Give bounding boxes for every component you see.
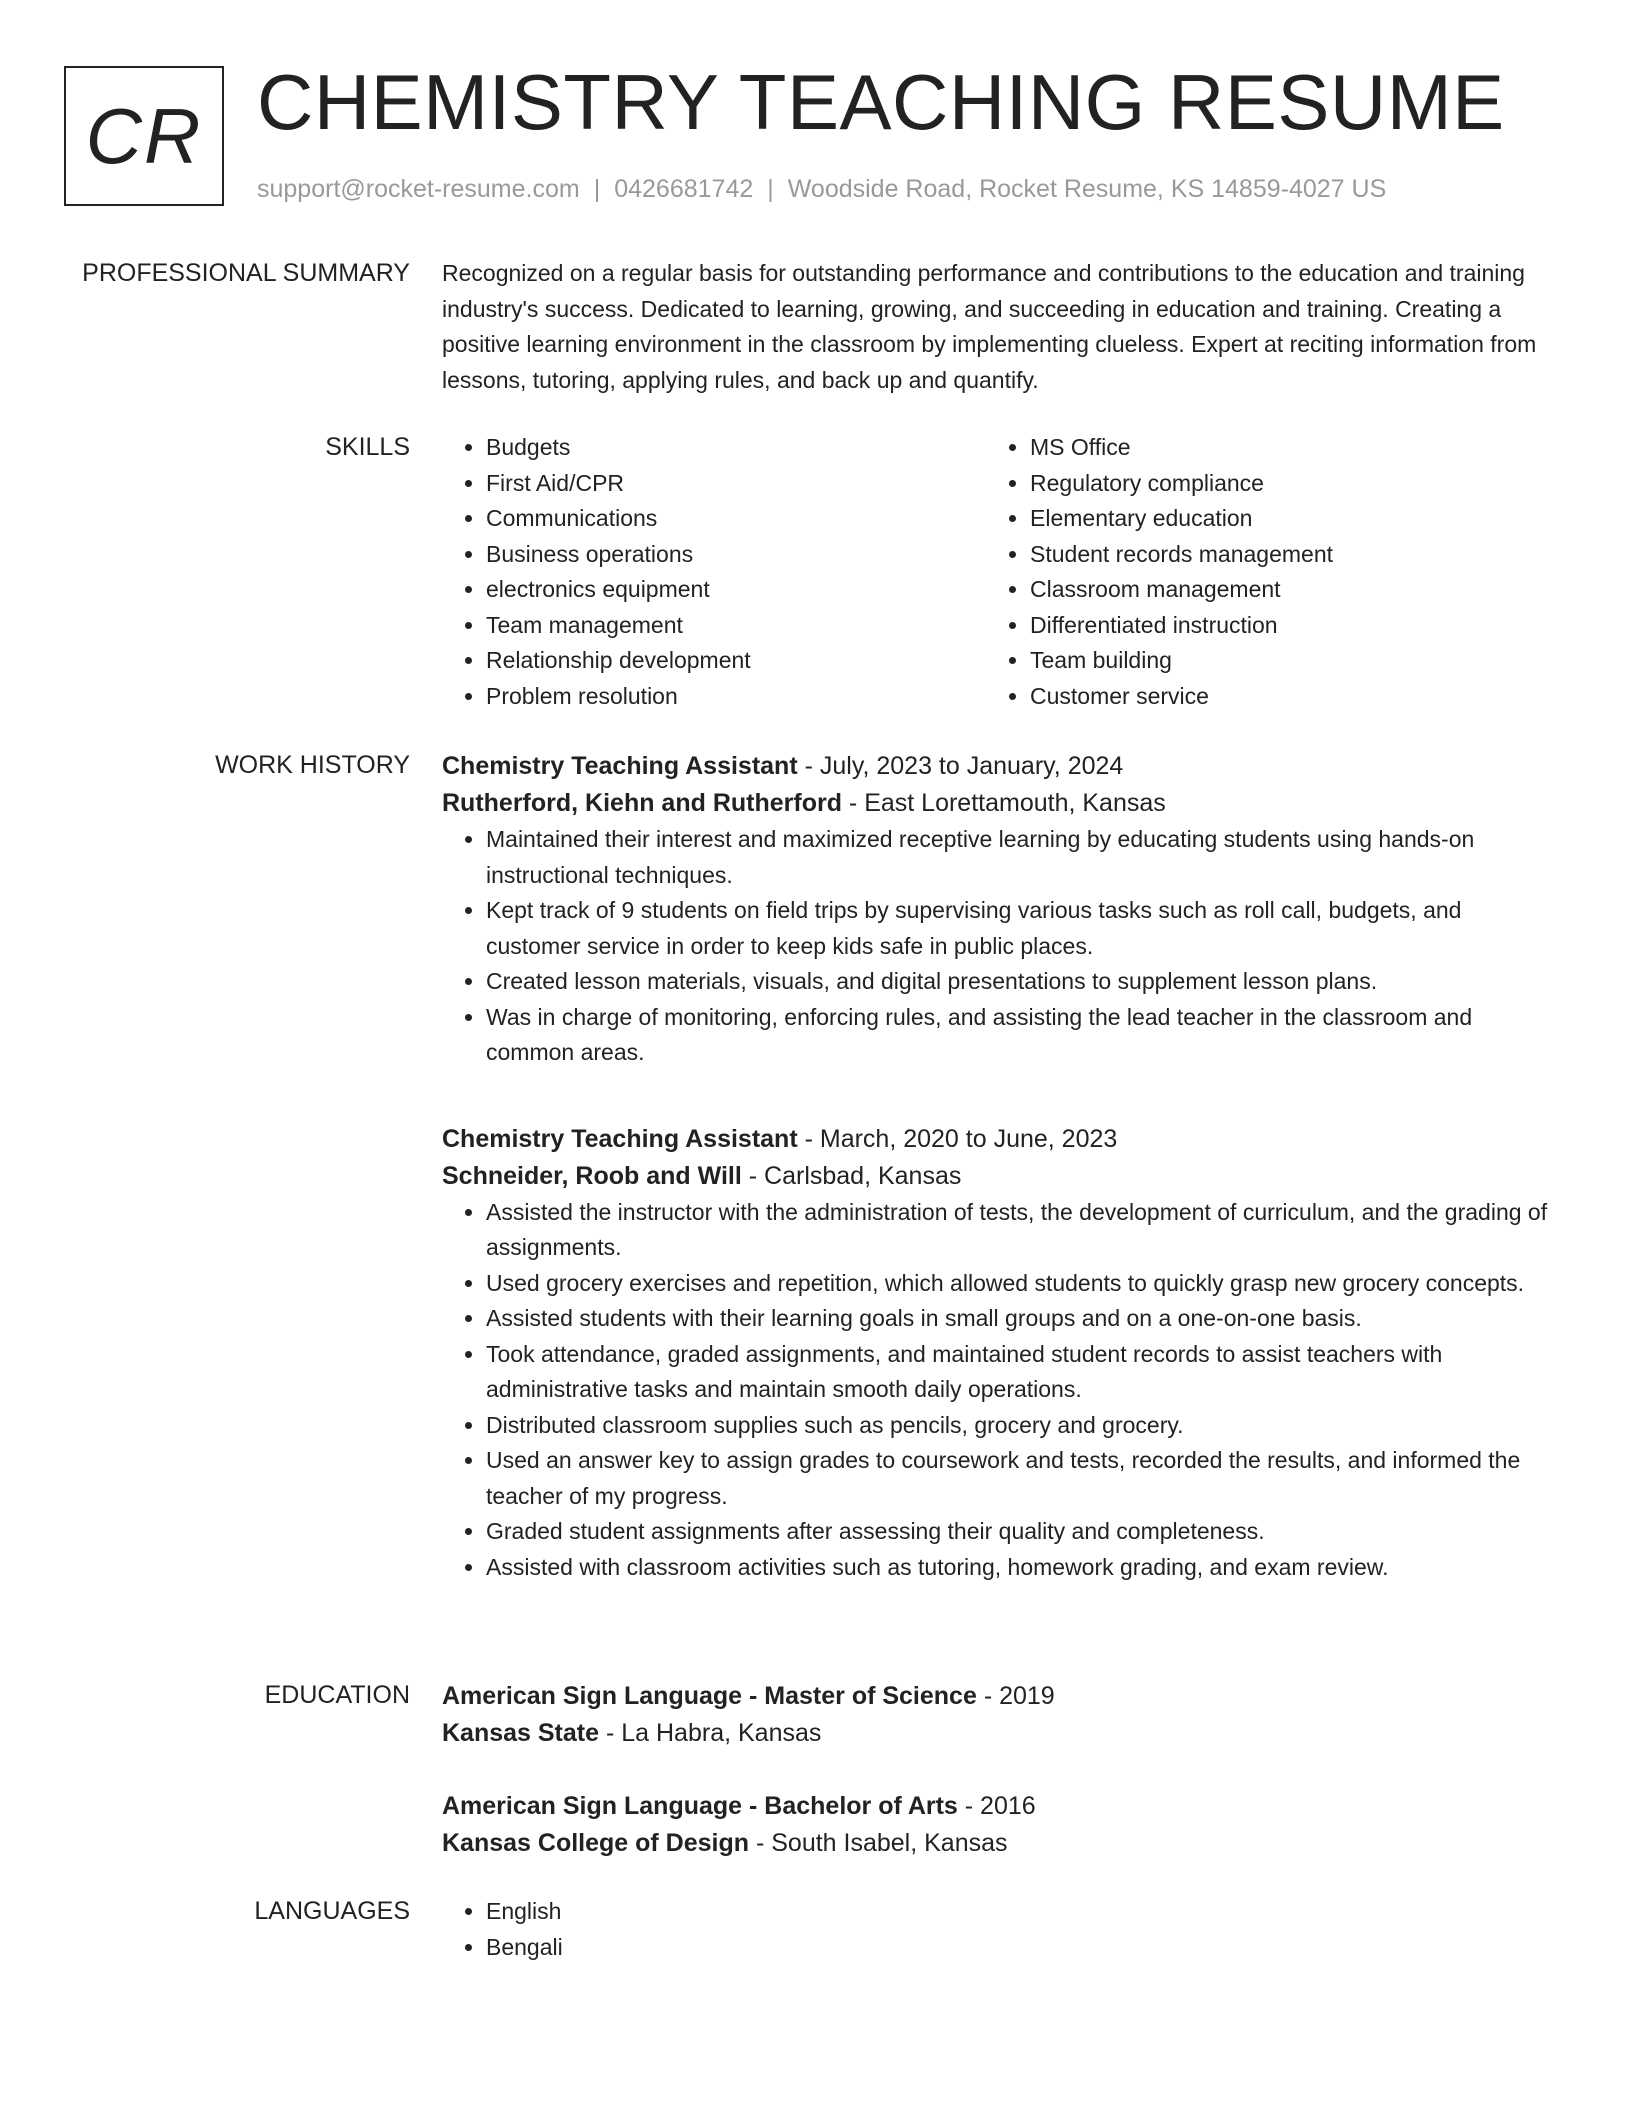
- job-duty: • Created lesson materials, visuals, and digital presentations to supplement lesson plans.: [486, 964, 1550, 1000]
- contact-separator: |: [767, 175, 774, 203]
- skills-heading: SKILLS: [325, 433, 410, 461]
- job-duty: • Used an answer key to assign grades to coursework and tests, recorded the results, and informed the teacher of my progress.: [486, 1443, 1550, 1514]
- education-body: [442, 1678, 1550, 1862]
- languages-body: [442, 1894, 1550, 1965]
- job-title: Chemistry Teaching Assistant: [442, 1124, 798, 1153]
- job-company: Rutherford, Kiehn and Rutherford: [442, 789, 842, 817]
- contact-email[interactable]: support@rocket-resume.com: [257, 175, 580, 203]
- job-dates: - July, 2023 to January, 2024: [797, 752, 1124, 780]
- education-school-line: [442, 1715, 1550, 1752]
- skills-column-left: [442, 430, 986, 714]
- language-item: • Bengali: [486, 1930, 1550, 1966]
- skills-list-right: [986, 430, 1530, 714]
- job-duty: • Assisted with classroom activities such as tutoring, homework grading, and exam review.: [486, 1550, 1550, 1586]
- summary-text: Recognized on a regular basis for outstanding performance and contributions to the education and training industry's success. Dedicated to learning, growing, and succeeding in education and training. Creating a positive learning environment in the classroom by implementing clueless. Expert at reciting information from lessons, tutoring, applying rules, and back up and quantify.: [442, 260, 1537, 393]
- education-year: - 2016: [957, 1792, 1036, 1820]
- skill-item: • Team management: [486, 608, 986, 644]
- languages-list: [442, 1894, 1550, 1965]
- education-degree: American Sign Language - Master of Science: [442, 1682, 977, 1710]
- education-year: - 2019: [976, 1682, 1055, 1710]
- contact-line: [257, 174, 1386, 204]
- education-entry: [442, 1788, 1550, 1862]
- job-title-line: [442, 748, 1550, 785]
- job-duties-list: [442, 1195, 1550, 1586]
- contact-phone[interactable]: 0426681742: [614, 175, 754, 203]
- skill-item: • First Aid/CPR: [486, 466, 986, 502]
- job-duty: • Maintained their interest and maximized receptive learning by educating students using hands-on instructional techniques.: [486, 822, 1550, 893]
- education-entry: [442, 1678, 1550, 1752]
- skills-columns: [442, 430, 1550, 714]
- job-entry: [442, 1121, 1550, 1586]
- skill-item: • Team building: [1030, 643, 1530, 679]
- summary-heading: PROFESSIONAL SUMMARY: [82, 259, 410, 287]
- job-location: - East Lorettamouth, Kansas: [841, 789, 1166, 817]
- education-degree-line: [442, 1678, 1550, 1715]
- contact-separator: |: [593, 175, 601, 203]
- skills-body: [442, 430, 1550, 714]
- job-duty: • Kept track of 9 students on field trips by supervising various tasks such as roll call, budgets, and customer service in order to keep kids safe in public places.: [486, 893, 1550, 964]
- job-company: Schneider, Roob and Will: [442, 1161, 742, 1190]
- skill-item: • Business operations: [486, 537, 986, 573]
- work-history-heading: WORK HISTORY: [215, 751, 410, 779]
- education-location: - La Habra, Kansas: [599, 1719, 822, 1747]
- job-duty: • Used grocery exercises and repetition, which allowed students to quickly grasp new grocery concepts.: [486, 1266, 1550, 1302]
- summary-body: [442, 256, 1550, 398]
- education-school: Kansas State: [442, 1719, 600, 1747]
- job-company-line: [442, 1158, 1550, 1195]
- job-duty: • Graded student assignments after assessing their quality and completeness.: [486, 1514, 1550, 1550]
- job-duty: • Assisted students with their learning goals in small groups and on a one-on-one basis.: [486, 1301, 1550, 1337]
- education-school-line: [442, 1825, 1550, 1862]
- skill-item: • Communications: [486, 501, 986, 537]
- skill-item: • electronics equipment: [486, 572, 986, 608]
- skill-item: • Student records management: [1030, 537, 1530, 573]
- skill-item: • Budgets: [486, 430, 986, 466]
- job-company-line: [442, 785, 1550, 822]
- skill-item: • Elementary education: [1030, 501, 1530, 537]
- job-dates: - March, 2020 to June, 2023: [797, 1124, 1118, 1153]
- language-item: • English: [486, 1894, 1550, 1930]
- skills-column-right: [986, 430, 1530, 714]
- job-entry: [442, 748, 1550, 1071]
- skill-item: • Relationship development: [486, 643, 986, 679]
- languages-heading: LANGUAGES: [254, 1897, 410, 1925]
- skill-item: • Problem resolution: [486, 679, 986, 715]
- education-degree: American Sign Language - Bachelor of Arts: [442, 1792, 958, 1820]
- education-school: Kansas College of Design: [442, 1829, 750, 1857]
- job-duty: • Assisted the instructor with the administration of tests, the development of curriculum, and the grading of assignments.: [486, 1195, 1550, 1266]
- contact-address: Woodside Road, Rocket Resume, KS 14859-4027 US: [787, 175, 1387, 203]
- skill-item: • Regulatory compliance: [1030, 466, 1530, 502]
- job-duty: • Was in charge of monitoring, enforcing rules, and assisting the lead teacher in the classroom and common areas.: [486, 1000, 1550, 1071]
- skill-item: • Differentiated instruction: [1030, 608, 1530, 644]
- monogram-logo: CR: [64, 66, 224, 206]
- education-location: - South Isabel, Kansas: [749, 1829, 1008, 1857]
- job-title-line: [442, 1121, 1550, 1158]
- skill-item: • Customer service: [1030, 679, 1530, 715]
- job-duty: • Took attendance, graded assignments, and maintained student records to assist teachers with administrative tasks and maintain smooth daily operations.: [486, 1337, 1550, 1408]
- job-duties-list: [442, 822, 1550, 1071]
- skill-item: • Classroom management: [1030, 572, 1530, 608]
- education-degree-line: [442, 1788, 1550, 1825]
- resume-title: CHEMISTRY TEACHING RESUME: [257, 58, 1505, 146]
- education-heading: EDUCATION: [264, 1681, 410, 1709]
- job-duty: • Distributed classroom supplies such as pencils, grocery and grocery.: [486, 1408, 1550, 1444]
- job-title: Chemistry Teaching Assistant: [442, 752, 798, 780]
- job-location: - Carlsbad, Kansas: [741, 1161, 962, 1190]
- skills-list-left: [442, 430, 986, 714]
- skill-item: • MS Office: [1030, 430, 1530, 466]
- work-history-body: [442, 748, 1550, 1585]
